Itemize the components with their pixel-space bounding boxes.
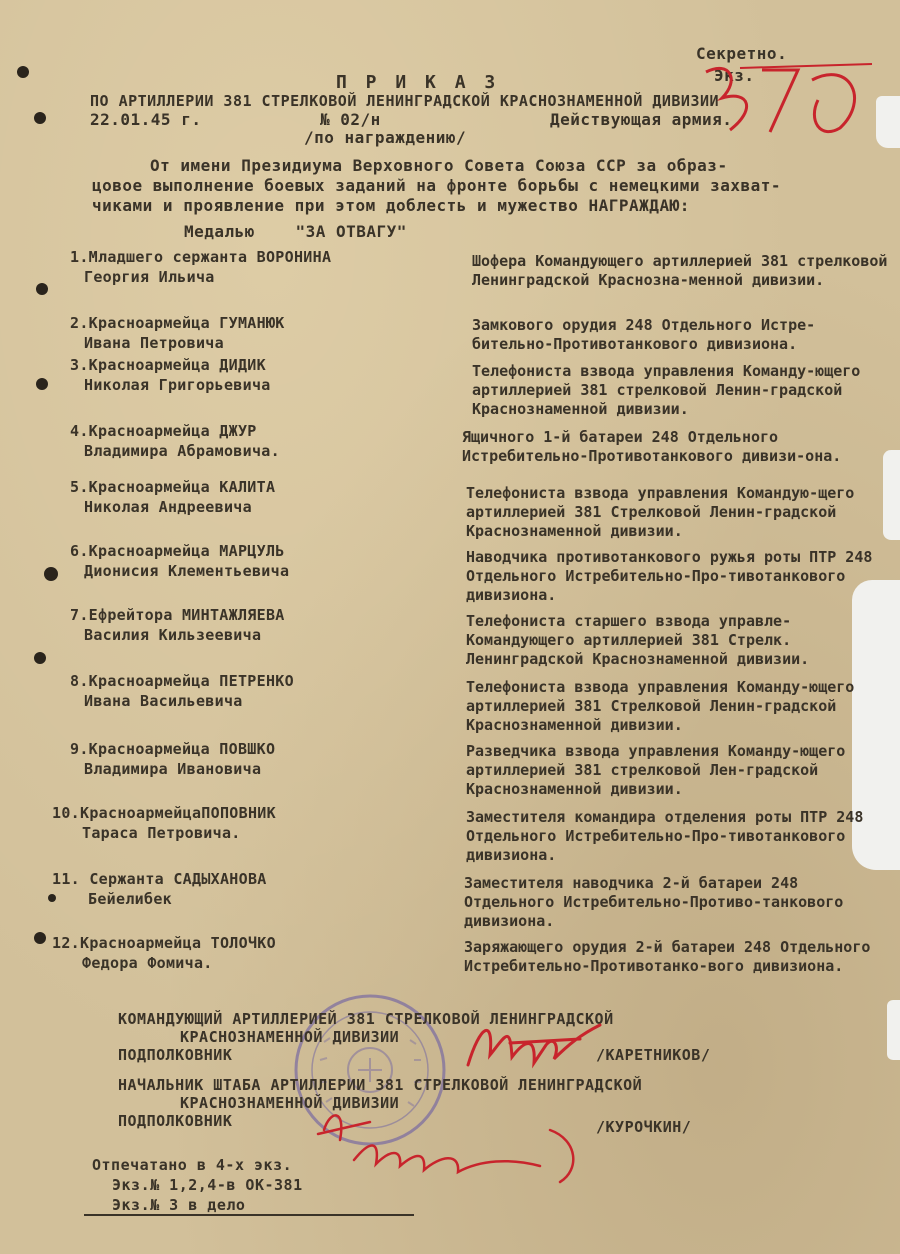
medal-line: Медалью "ЗА ОТВАГУ" bbox=[184, 222, 407, 241]
awardee-number: 11. bbox=[52, 870, 80, 888]
awardee-position: Наводчика противотанкового ружья роты ПТР 248 Отдельного Истребительно-Про-тивотанкового дивизиона. bbox=[466, 548, 873, 604]
awardee-name: Красноармейца КАЛИТА bbox=[88, 478, 276, 496]
awardee-given-name: Владимира Ивановича bbox=[84, 760, 262, 778]
chief-of-staff-rank: ПОДПОЛКОВНИК bbox=[118, 1112, 233, 1130]
order-number: № 02/н bbox=[320, 110, 381, 129]
punch-hole bbox=[36, 378, 48, 390]
footer-divider bbox=[84, 1214, 414, 1216]
punch-hole bbox=[48, 894, 56, 902]
chief-of-staff-title-line: НАЧАЛЬНИК ШТАБА АРТИЛЛЕРИИ 381 СТРЕЛКОВОЙ ЛЕНИНГРАДСКОЙ bbox=[118, 1076, 643, 1094]
punch-hole bbox=[44, 567, 58, 581]
awardee-name: Красноармейца ДЖУР bbox=[88, 422, 257, 440]
print-count: Отпечатано в 4-х экз. bbox=[92, 1156, 293, 1174]
awardee-number: 8. bbox=[70, 672, 89, 690]
commander-title-line: КОМАНДУЮЩИЙ АРТИЛЛЕРИЕЙ 381 СТРЕЛКОВОЙ ЛЕНИНГРАДСКОЙ bbox=[118, 1010, 614, 1028]
commander-name: /КАРЕТНИКОВ/ bbox=[596, 1046, 711, 1064]
awardee-given-name: Дионисия Клементьевича bbox=[84, 562, 290, 580]
awardee-number: 3. bbox=[70, 356, 89, 374]
awardee-name: Младшего сержанта ВОРОНИНА bbox=[88, 248, 332, 266]
awardee-number: 4. bbox=[70, 422, 89, 440]
punch-hole bbox=[34, 932, 46, 944]
commander-signature bbox=[450, 1005, 620, 1085]
awardee-number: 5. bbox=[70, 478, 89, 496]
awardee-position: Ящичного 1-й батареи 248 Отдельного Истребительно-Противотанкового дивизи-она. bbox=[462, 428, 842, 465]
chief-of-staff-name: /КУРОЧКИН/ bbox=[596, 1118, 692, 1136]
awardee-name: Красноармейца ГУМАНЮК bbox=[88, 314, 285, 332]
awardee-name: Красноармейца ТОЛОЧКО bbox=[80, 934, 276, 952]
awardee-given-name: Василия Кильзеевича bbox=[84, 626, 262, 644]
order-subtitle: /по награждению/ bbox=[304, 128, 467, 147]
awardee-name: Красноармейца ПЕТРЕНКО bbox=[88, 672, 294, 690]
torn-edge bbox=[887, 1000, 900, 1060]
awardee-given-name: Федора Фомича. bbox=[82, 954, 213, 972]
awardee-number: 12. bbox=[52, 934, 80, 952]
copies-distribution: Экз.№ 3 в дело bbox=[112, 1196, 246, 1214]
awardee-given-name: Тараса Петровича. bbox=[82, 824, 241, 842]
awardee-position: Телефониста взвода управления Команду-ющего артиллерией 381 Стрелковой Ленин-градской Краснознаменной дивизии. bbox=[466, 678, 855, 734]
awardee-given-name: Владимира Абрамовича. bbox=[84, 442, 280, 460]
awardee-position: Телефониста старшего взвода управле-Командующего артиллерией 381 Стрелк. Ленинградской Краснознаменной дивизии. bbox=[466, 612, 810, 668]
awardee-given-name: Бейелибек bbox=[88, 890, 172, 908]
awardee-number: 2. bbox=[70, 314, 89, 332]
awardee-number: 10. bbox=[52, 804, 80, 822]
awardee-number: 1. bbox=[70, 248, 89, 266]
preamble-line: цовое выполнение боевых заданий на фронте борьбы с немецкими захват- bbox=[92, 176, 782, 195]
chief-of-staff-title-line: КРАСНОЗНАМЕННОЙ ДИВИЗИИ bbox=[180, 1094, 400, 1112]
copy-number-handwriting bbox=[700, 50, 880, 150]
awardee-number: 7. bbox=[70, 606, 89, 624]
awardee-number: 6. bbox=[70, 542, 89, 560]
commander-rank: ПОДПОЛКОВНИК bbox=[118, 1046, 233, 1064]
awardee-given-name: Ивана Васильевича bbox=[84, 692, 243, 710]
awardee-given-name: Николая Григорьевича bbox=[84, 376, 271, 394]
punch-hole bbox=[34, 112, 46, 124]
awardee-given-name: Николая Андреевича bbox=[84, 498, 252, 516]
punch-hole bbox=[34, 652, 46, 664]
awardee-position: Телефониста взвода управления Командую-щего артиллерией 381 Стрелковой Ленин-градской Краснознаменной дивизии. bbox=[466, 484, 855, 540]
awardee-position: Телефониста взвода управления Команду-ющего артиллерией 381 стрелковой Ленин-градской Краснознаменной дивизии. bbox=[472, 362, 861, 418]
awardee-position: Замкового орудия 248 Отдельного Истре-бительно-Противотанкового дивизиона. bbox=[472, 316, 816, 353]
awardee-position: Шофера Командующего артиллерией 381 стрелковой Ленинградской Краснозна-менной дивизии. bbox=[472, 252, 888, 289]
copy-label: Экз. bbox=[714, 66, 755, 85]
awardee-name: Красноармейца ДИДИК bbox=[88, 356, 266, 374]
chief-of-staff-signature bbox=[310, 1100, 600, 1200]
awardee-name: Сержанта САДЫХАНОВА bbox=[89, 870, 267, 888]
awardee-position: Разведчика взвода управления Команду-ющего артиллерией 381 стрелковой Лен-градской Краснознаменной дивизии. bbox=[466, 742, 846, 798]
organization-line: ПО АРТИЛЛЕРИИ 381 СТРЕЛКОВОЙ ЛЕНИНГРАДСКОЙ КРАСНОЗНАМЕННОЙ ДИВИЗИИ bbox=[90, 92, 720, 110]
commander-title-line: КРАСНОЗНАМЕННОЙ ДИВИЗИИ bbox=[180, 1028, 400, 1046]
awardee-given-name: Георгия Ильича bbox=[84, 268, 215, 286]
awardee-position: Заместителя наводчика 2-й батареи 248 Отдельного Истребительно-Противо-танкового дивизиона. bbox=[464, 874, 844, 930]
awardee-name: КрасноармейцаПОПОВНИК bbox=[80, 804, 276, 822]
document-title: П Р И К А З bbox=[336, 72, 500, 93]
awardee-name: Красноармейца ПОВШКО bbox=[88, 740, 276, 758]
awardee-name: Ефрейтора МИНТАЖЛЯЕВА bbox=[88, 606, 285, 624]
awardee-name: Красноармейца МАРЦУЛЬ bbox=[88, 542, 285, 560]
order-location: Действующая армия. bbox=[550, 110, 733, 129]
classification-mark: Секретно. bbox=[696, 44, 788, 63]
preamble-line: От имени Президиума Верховного Совета Союза ССР за образ- bbox=[150, 156, 728, 175]
preamble-line: чиками и проявление при этом доблесть и мужество НАГРАЖДАЮ: bbox=[92, 196, 690, 215]
awardee-given-name: Ивана Петровича bbox=[84, 334, 224, 352]
order-date: 22.01.45 г. bbox=[90, 110, 202, 129]
awardee-number: 9. bbox=[70, 740, 89, 758]
punch-hole bbox=[36, 283, 48, 295]
awardee-position: Заместителя командира отделения роты ПТР 248 Отдельного Истребительно-Про-тивотанкового дивизиона. bbox=[466, 808, 864, 864]
copies-distribution: Экз.№ 1,2,4-в ОК-381 bbox=[112, 1176, 303, 1194]
awardee-position: Заряжающего орудия 2-й батареи 248 Отдельного Истребительно-Противотанко-вого дивизиона. bbox=[464, 938, 871, 975]
punch-hole bbox=[17, 66, 29, 78]
